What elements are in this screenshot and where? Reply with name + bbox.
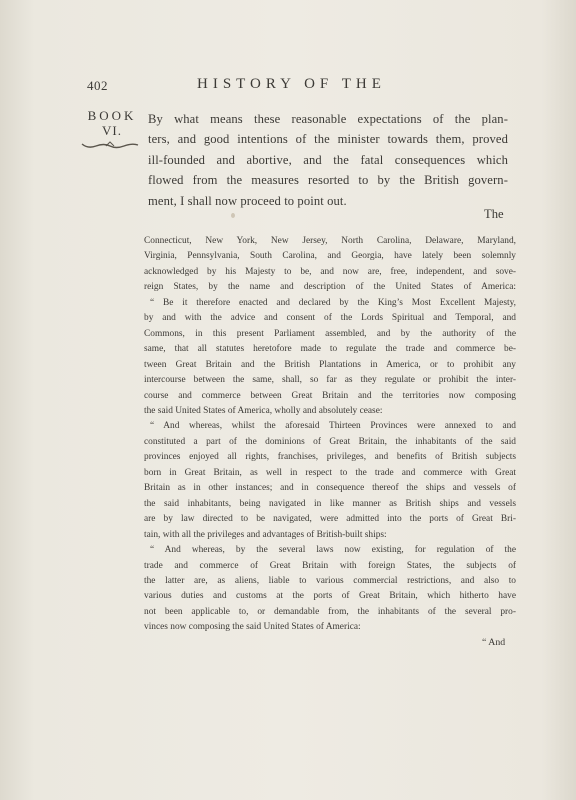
text-line: are by law directed to be navigated, were admitted into the ports of Great Bri-	[144, 514, 516, 525]
text-line: the said United States of America, wholly and absolutely cease:	[144, 405, 383, 416]
text-line: same, that all statutes heretofore made to regulate the trade and commerce be-	[144, 344, 516, 355]
text-line: born in Great Britain, as well in respect to the trade and commerce with Great	[144, 467, 516, 478]
book-ornament-icon	[80, 140, 140, 150]
text-line: Commons, in this present Parliament assembled, and by the authority of the	[144, 328, 516, 339]
intro-line: By what means these reasonable expectations of the plan-	[148, 112, 508, 126]
text-line: constituted a part of the dominions of Great Britain, the inhabitants of the said	[144, 436, 516, 447]
statute-text	[144, 234, 516, 636]
text-line: “ Be it therefore enacted and declared by the King’s Most Excellent Majesty,	[150, 297, 516, 308]
text-line: tween Great Britain and the British Plantations in America, or to prohibit any	[144, 359, 516, 370]
book-label-text: BOOK	[87, 108, 137, 123]
running-title: HISTORY OF THE	[197, 76, 386, 92]
catchword: “ And	[482, 637, 506, 648]
text-line: “ And whereas, whilst the aforesaid Thirteen Provinces were annexed to and	[150, 421, 516, 432]
text-line: “ And whereas, by the several laws now existing, for regulation of the	[150, 545, 516, 556]
text-line: provinces enjoyed all rights, franchises, privileges, and benefits of British subjects	[144, 452, 516, 463]
text-line: the latter are, as aliens, liable to various commercial restrictions, and also to	[144, 575, 516, 586]
text-line: the said inhabitants, being navigated in like manner as British ships and vessels	[144, 498, 516, 509]
intro-paragraph	[148, 109, 508, 211]
page-header	[0, 76, 576, 96]
text-line: reign States, by the name and description of the United States of America:	[144, 282, 516, 293]
text-line: Connecticut, New York, New Jersey, North Carolina, Delaware, Maryland,	[144, 236, 516, 246]
text-line: vinces now composing the said United States of America:	[144, 622, 361, 633]
text-line: tain, with all the privileges and advantages of British-built ships:	[144, 529, 387, 540]
text-line: by and with the advice and consent of the Lords Spiritual and Temporal, and	[144, 313, 516, 324]
book-label	[84, 108, 140, 138]
text-line: Virginia, Pennsylvania, South Carolina, and Georgia, have lately been solemnly	[144, 251, 516, 262]
book-number: VI.	[102, 123, 122, 138]
text-line: not been applicable to, or demandable from, the inhabitants of the several pro-	[144, 606, 516, 617]
text-line: intercourse between the same, shall, so far as they regulate or prohibit the inter-	[144, 375, 516, 386]
text-line: course and commerce between Great Britain and the territories now composing	[144, 390, 516, 401]
text-line: various duties and customs at the ports of Great Britain, which hitherto have	[144, 591, 516, 602]
intro-catchword: The	[484, 207, 504, 221]
intro-line: flowed from the measures resorted to by the British govern-	[148, 173, 508, 188]
text-line: Britain as in other instances; and in consequence thereof the ships and vessels of	[144, 483, 516, 494]
text-line: acknowledged by his Majesty to be, and now are, free, independent, and sove-	[144, 266, 516, 277]
intro-line: ters, and good intentions of the minister towards them, proved	[148, 132, 508, 147]
text-line: trade and commerce of Great Britain with foreign States, the subjects of	[144, 560, 516, 571]
intro-line: ill-founded and abortive, and the fatal consequences which	[148, 152, 508, 167]
ink-speck	[231, 213, 235, 218]
page-number: 402	[87, 78, 108, 93]
intro-line: ment, I shall now proceed to point out.	[148, 193, 347, 208]
